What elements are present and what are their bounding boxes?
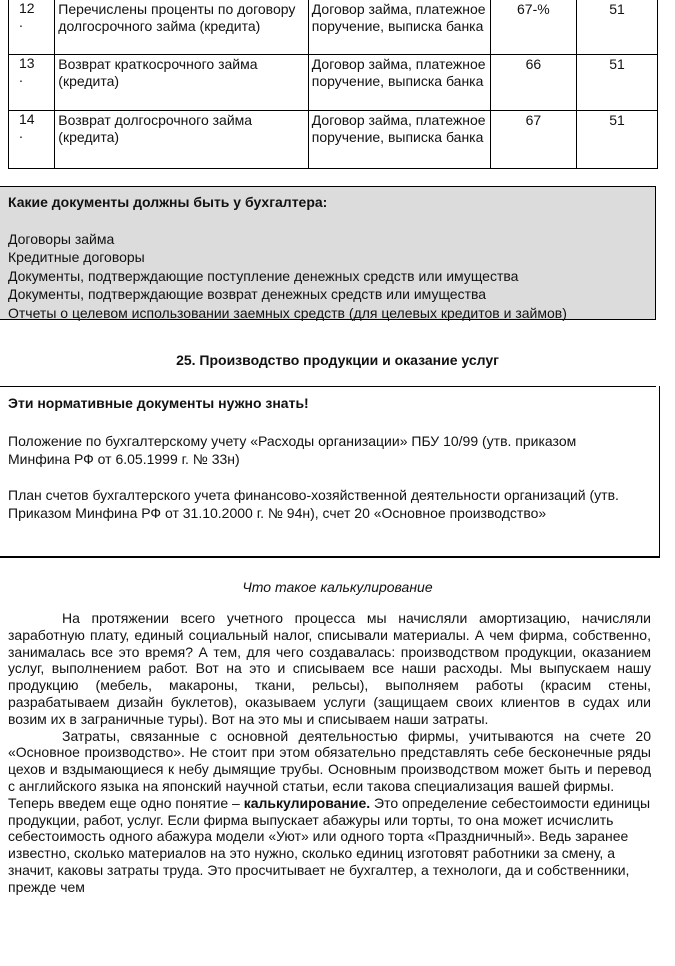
- row-number-text: 12: [19, 0, 35, 16]
- operation-documents: Договор займа, платежное поручение, выписка банка: [308, 54, 490, 110]
- row-number: [9, 110, 55, 168]
- normative-documents-heading: Эти нормативные документы нужно знать!: [8, 395, 309, 411]
- credit-account: 51: [576, 110, 657, 168]
- operation-name: Возврат долгосрочного займа (кредита): [55, 110, 308, 168]
- row-number-dot: .: [19, 124, 23, 141]
- paragraph: Затраты, связанные с основной деятельностью фирмы, учитываются на счете 20 «Основное производство». Не стоит при этом обязательно представлять себе бесконечные ряды цехов и вздымающиеся к небу дымящие трубы. Основным производством может быть и перевод с английского языка на японский научной статьи, если такова специализация вашей фирмы.: [8, 727, 651, 794]
- list-item: Документы, подтверждающие поступление денежных средств или имущества: [8, 267, 519, 284]
- list-item: Отчеты о целевом использовании заемных средств (для целевых кредитов и займов): [8, 304, 567, 321]
- credit-account: 51: [576, 0, 657, 54]
- operations-table: [8, 0, 658, 169]
- table-row: [9, 110, 658, 168]
- paragraph: На протяжении всего учетного процесса мы начисляли амортизацию, начисляли заработную плату, единый социальный налог, списывали материалы. А чем фирма, собственно, занималась все это время? А тем, для чего создавалась: производством продукции, оказанием услуг, выполнением работ. Вот на это и списываем все наши расходы. Мы выпускаем нашу продукцию (мебель, макароны, ткани, рельсы), выполняем работы (красим стены, разрабатываем дизайн буклетов), оказываем услуги (защищаем своих клиентов в судах или возим их в заграничные туры). Вот на это мы и списываем наши затраты.: [8, 610, 651, 727]
- row-number: [9, 0, 55, 54]
- paragraph-start: Теперь введем еще одно понятие –: [8, 794, 244, 811]
- row-number-dot: .: [19, 68, 23, 85]
- operation-name: Перечислены проценты по договору долгосрочного займа (кредита): [55, 0, 308, 54]
- table-row: [9, 0, 658, 54]
- row-number-text: 13: [19, 54, 35, 71]
- normative-document-1: Положение по бухгалтерскому учету «Расходы организации» ПБУ 10/99 (утв. приказом Минфина РФ от 6.05.1999 г. № 33н): [8, 433, 577, 467]
- required-documents-box: [0, 186, 656, 320]
- body-text: [8, 610, 651, 896]
- required-documents-heading: Какие документы должны быть у бухгалтера:: [8, 194, 328, 210]
- operation-documents: Договор займа, платежное поручение, выписка банка: [308, 110, 490, 168]
- paragraph: [8, 795, 651, 896]
- debit-account: 67-%: [490, 0, 576, 54]
- list-item: Документы, подтверждающие возврат денежных средств или имущества: [8, 286, 487, 302]
- operation-documents: Договор займа, платежное поручение, выписка банка: [308, 0, 490, 54]
- debit-account: 66: [490, 54, 576, 110]
- row-number-text: 14: [19, 110, 35, 127]
- list-item: Кредитные договоры: [8, 249, 145, 265]
- normative-document-2: План счетов бухгалтерского учета финансово-хозяйственной деятельности организаций (утв. Приказом Минфина РФ от 31.10.2000 г. № 94н), счет 20 «Основное производство»: [8, 487, 619, 521]
- paragraph-end: Это определение себестоимости единицы продукции, работ, услуг. Если фирма выпускает абажуры или торты, то она может исчислить себестоимость одного абажура модели «Уют» или одного торта «Праздничный». Ведь заранее известно, сколько материалов на это нужно, сколько единиц изготовят работники за смену, а значит, каковы затраты труда. Это просчитывает не бухгалтер, а технологи, да и собственники, прежде чем: [8, 794, 651, 895]
- debit-account: 67: [490, 110, 576, 168]
- row-number-dot: .: [19, 14, 23, 30]
- normative-documents-box: [0, 386, 660, 558]
- table-row: [9, 54, 658, 110]
- operation-name: Возврат краткосрочного займа (кредита): [55, 54, 308, 110]
- row-number: [9, 54, 55, 110]
- list-item: Договоры займа: [8, 230, 115, 247]
- subsection-heading: Что такое калькулирование: [242, 579, 433, 595]
- section-title: 25. Производство продукции и оказание услуг: [176, 352, 499, 368]
- term-calculation: калькулирование.: [243, 794, 371, 811]
- credit-account: 51: [576, 54, 657, 110]
